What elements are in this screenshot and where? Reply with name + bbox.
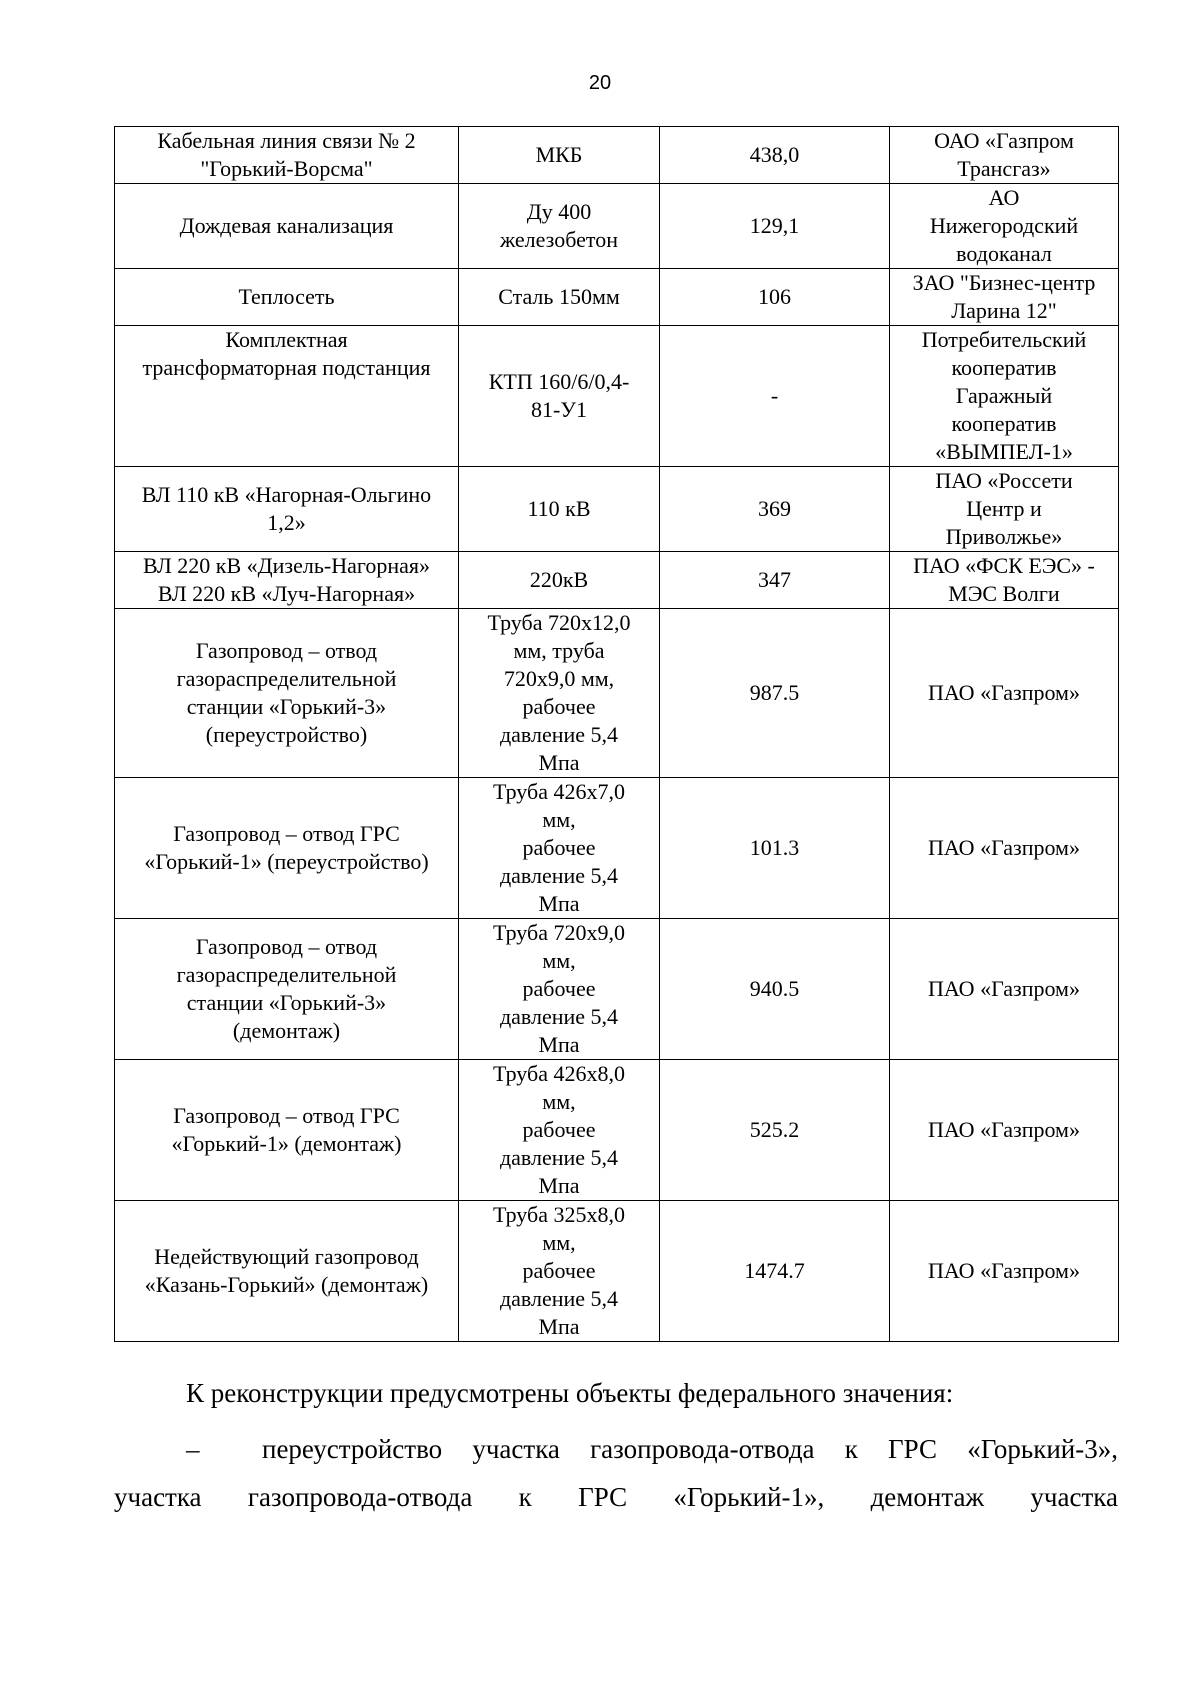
table-cell-owner — [890, 269, 1119, 326]
table-cell-length — [660, 552, 890, 609]
cell-line: Приволжье» — [945, 524, 1063, 549]
cell-line: 101.3 — [749, 835, 800, 860]
cell-line: 129,1 — [749, 213, 800, 238]
cell-line: «Горький-1» (демонтаж) — [171, 1131, 402, 1156]
cell-line: 81-У1 — [531, 397, 587, 422]
table-cell-type — [459, 326, 660, 467]
table-cell-type — [459, 919, 660, 1060]
cell-line: 438,0 — [749, 142, 800, 167]
table-row — [115, 1201, 1119, 1342]
table-cell-type — [459, 184, 660, 269]
table-cell-type — [459, 1201, 660, 1342]
cell-line: 369 — [758, 496, 791, 521]
cell-line: 1,2» — [267, 510, 306, 535]
cell-line: рабочее — [522, 1258, 596, 1283]
table-row — [115, 467, 1119, 552]
table-cell-name — [115, 326, 459, 467]
cell-line: мм, — [542, 1089, 576, 1114]
word: ГРС — [578, 1482, 628, 1512]
cell-line: «Горький-1» (переустройство) — [144, 849, 429, 874]
page-number: 20 — [588, 72, 612, 94]
cell-line: мм, — [542, 1230, 576, 1255]
cell-line: давление 5,4 — [499, 722, 619, 747]
cell-line: Труба 720х12,0 — [487, 610, 631, 635]
table-cell-owner — [890, 326, 1119, 467]
cell-line: "Горький-Ворсма" — [200, 156, 373, 181]
table-row — [115, 919, 1119, 1060]
cell-line: давление 5,4 — [499, 1004, 619, 1029]
cell-line: газораспределительной — [176, 962, 397, 987]
cell-line: 110 кВ — [527, 496, 591, 521]
cell-line: Кабельная линия связи № 2 — [157, 128, 416, 153]
table-cell-name — [115, 609, 459, 778]
cell-line: ПАО «ФСК ЕЭС» - — [913, 553, 1095, 578]
cell-line: (демонтаж) — [232, 1018, 341, 1043]
cell-line: кооператив — [951, 411, 1057, 436]
table-cell-type — [459, 1060, 660, 1201]
cell-line: Труба 426х8,0 — [493, 1061, 625, 1086]
cell-line: - — [770, 383, 779, 408]
table-row — [115, 609, 1119, 778]
word: участка — [114, 1482, 202, 1512]
table-cell-name — [115, 552, 459, 609]
cell-line: Ларина 12" — [951, 298, 1057, 323]
cell-line: МЭС Волги — [948, 581, 1060, 606]
cell-line: рабочее — [522, 976, 596, 1001]
cell-line: Потребительский — [921, 327, 1087, 352]
cell-line: 347 — [758, 567, 791, 592]
cell-line: «Казань-Горький» (демонтаж) — [144, 1272, 429, 1297]
cell-line: 987.5 — [749, 680, 800, 705]
cell-line: Мпа — [538, 1032, 580, 1057]
table-row — [115, 184, 1119, 269]
cell-line: Недействующий газопровод — [154, 1244, 419, 1269]
cell-line: Сталь 150мм — [498, 284, 620, 309]
cell-line: АО — [988, 185, 1020, 210]
table-row — [115, 127, 1119, 184]
table-cell-type — [459, 609, 660, 778]
cell-line: Труба 720х9,0 — [493, 920, 625, 945]
cell-line: Труба 325х8,0 — [493, 1202, 625, 1227]
cell-line: трансформаторная подстанция — [142, 355, 431, 380]
cell-line: 1474.7 — [744, 1258, 805, 1283]
cell-line: Дождевая канализация — [179, 213, 394, 238]
cell-line: Мпа — [538, 891, 580, 916]
table-row — [115, 326, 1119, 467]
cell-line: рабочее — [522, 835, 596, 860]
table-cell-type — [459, 269, 660, 326]
table-cell-length — [660, 467, 890, 552]
cell-line: ЗАО "Бизнес-центр — [912, 270, 1096, 295]
cell-line: кооператив — [951, 355, 1057, 380]
cell-line: (переустройство) — [205, 722, 368, 747]
table-cell-length — [660, 269, 890, 326]
cell-line: рабочее — [522, 1117, 596, 1142]
cell-line: давление 5,4 — [499, 1145, 619, 1170]
table-row — [115, 778, 1119, 919]
utilities-table — [114, 126, 1119, 1342]
paragraph-federal-objects: К реконструкции предусмотрены объекты федерального значения: — [186, 1378, 954, 1408]
cell-line: давление 5,4 — [499, 1286, 619, 1311]
cell-line: Мпа — [538, 750, 580, 775]
cell-line: «ВЫМПЕЛ-1» — [935, 439, 1073, 464]
table-cell-owner — [890, 552, 1119, 609]
table-cell-name — [115, 127, 459, 184]
cell-line: мм, — [542, 948, 576, 973]
cell-line: КТП 160/6/0,4- — [488, 369, 630, 394]
cell-line: Газопровод – отвод ГРС — [173, 821, 400, 846]
cell-line: Нижегородский — [929, 213, 1079, 238]
cell-line: Комплектная — [225, 327, 348, 352]
table-cell-name — [115, 269, 459, 326]
table-cell-type — [459, 552, 660, 609]
cell-line: Гаражный — [955, 383, 1053, 408]
utilities-table-body — [115, 127, 1119, 1342]
table-cell-name — [115, 184, 459, 269]
paragraph-continuation-line — [114, 1473, 1118, 1521]
cell-line: ПАО «Газпром» — [928, 1117, 1080, 1142]
cell-line: ВЛ 220 кВ «Луч-Нагорная» — [157, 581, 416, 606]
table-row — [115, 269, 1119, 326]
cell-line: железобетон — [499, 227, 618, 252]
cell-line: Газопровод – отвод — [195, 934, 378, 959]
cell-line: ПАО «Газпром» — [928, 1258, 1080, 1283]
cell-line: Центр и — [966, 496, 1042, 521]
table-cell-type — [459, 127, 660, 184]
table-cell-type — [459, 467, 660, 552]
cell-line: Мпа — [538, 1173, 580, 1198]
table-cell-length — [660, 1201, 890, 1342]
table-row — [115, 1060, 1119, 1201]
cell-line: станции «Горький-3» — [186, 990, 387, 1015]
table-cell-owner — [890, 919, 1119, 1060]
table-cell-length — [660, 184, 890, 269]
table-cell-name — [115, 1201, 459, 1342]
table-cell-type — [459, 778, 660, 919]
cell-line: ВЛ 110 кВ «Нагорная-Ольгино — [141, 482, 432, 507]
cell-line: МКБ — [535, 142, 583, 167]
table-cell-length — [660, 326, 890, 467]
table-cell-name — [115, 778, 459, 919]
table-cell-owner — [890, 778, 1119, 919]
cell-line: мм, труба — [513, 638, 605, 663]
cell-line: Теплосеть — [238, 284, 335, 309]
cell-line: Мпа — [538, 1314, 580, 1339]
table-cell-owner — [890, 467, 1119, 552]
cell-line: Газопровод – отвод ГРС — [173, 1103, 400, 1128]
cell-line: 525.2 — [749, 1117, 800, 1142]
cell-line: 940.5 — [749, 976, 800, 1001]
list-item-text: переустройство участка газопровода-отвода к ГРС «Горький-3», — [262, 1434, 1118, 1464]
cell-line: Трансгаз» — [957, 156, 1051, 181]
word: «Горький-1», — [673, 1482, 825, 1512]
paragraph-list-item — [114, 1425, 1118, 1473]
table-cell-owner — [890, 609, 1119, 778]
word: к — [518, 1482, 532, 1512]
cell-line: 720х9,0 мм, — [503, 666, 615, 691]
cell-line: 106 — [758, 284, 791, 309]
cell-line: Газопровод – отвод — [195, 638, 378, 663]
cell-line: давление 5,4 — [499, 863, 619, 888]
cell-line: ПАО «Россети — [935, 468, 1073, 493]
cell-line: ПАО «Газпром» — [928, 680, 1080, 705]
cell-line: Труба 426х7,0 — [493, 779, 625, 804]
table-cell-length — [660, 778, 890, 919]
cell-line: ПАО «Газпром» — [928, 976, 1080, 1001]
table-cell-owner — [890, 127, 1119, 184]
cell-line: ПАО «Газпром» — [928, 835, 1080, 860]
table-cell-length — [660, 1060, 890, 1201]
cell-line: Ду 400 — [526, 199, 592, 224]
table-cell-name — [115, 1060, 459, 1201]
table-cell-owner — [890, 1060, 1119, 1201]
cell-line: водоканал — [956, 241, 1052, 266]
table-cell-owner — [890, 184, 1119, 269]
word: участка — [1030, 1482, 1118, 1512]
table-cell-length — [660, 127, 890, 184]
table-cell-name — [115, 467, 459, 552]
paragraph-continuation — [114, 1473, 1118, 1521]
cell-line: 220кВ — [529, 567, 589, 592]
table-row — [115, 552, 1119, 609]
cell-line: ОАО «Газпром — [934, 128, 1074, 153]
cell-line: станции «Горький-3» — [186, 694, 387, 719]
table-cell-owner — [890, 1201, 1119, 1342]
list-dash: – — [186, 1434, 200, 1464]
cell-line: мм, — [542, 807, 576, 832]
table-cell-length — [660, 609, 890, 778]
cell-line: рабочее — [522, 694, 596, 719]
cell-line: ВЛ 220 кВ «Дизель-Нагорная» — [143, 553, 430, 578]
table-cell-name — [115, 919, 459, 1060]
word: демонтаж — [870, 1482, 985, 1512]
word: газопровода-отвода — [247, 1482, 473, 1512]
table-cell-length — [660, 919, 890, 1060]
cell-line: газораспределительной — [176, 666, 397, 691]
